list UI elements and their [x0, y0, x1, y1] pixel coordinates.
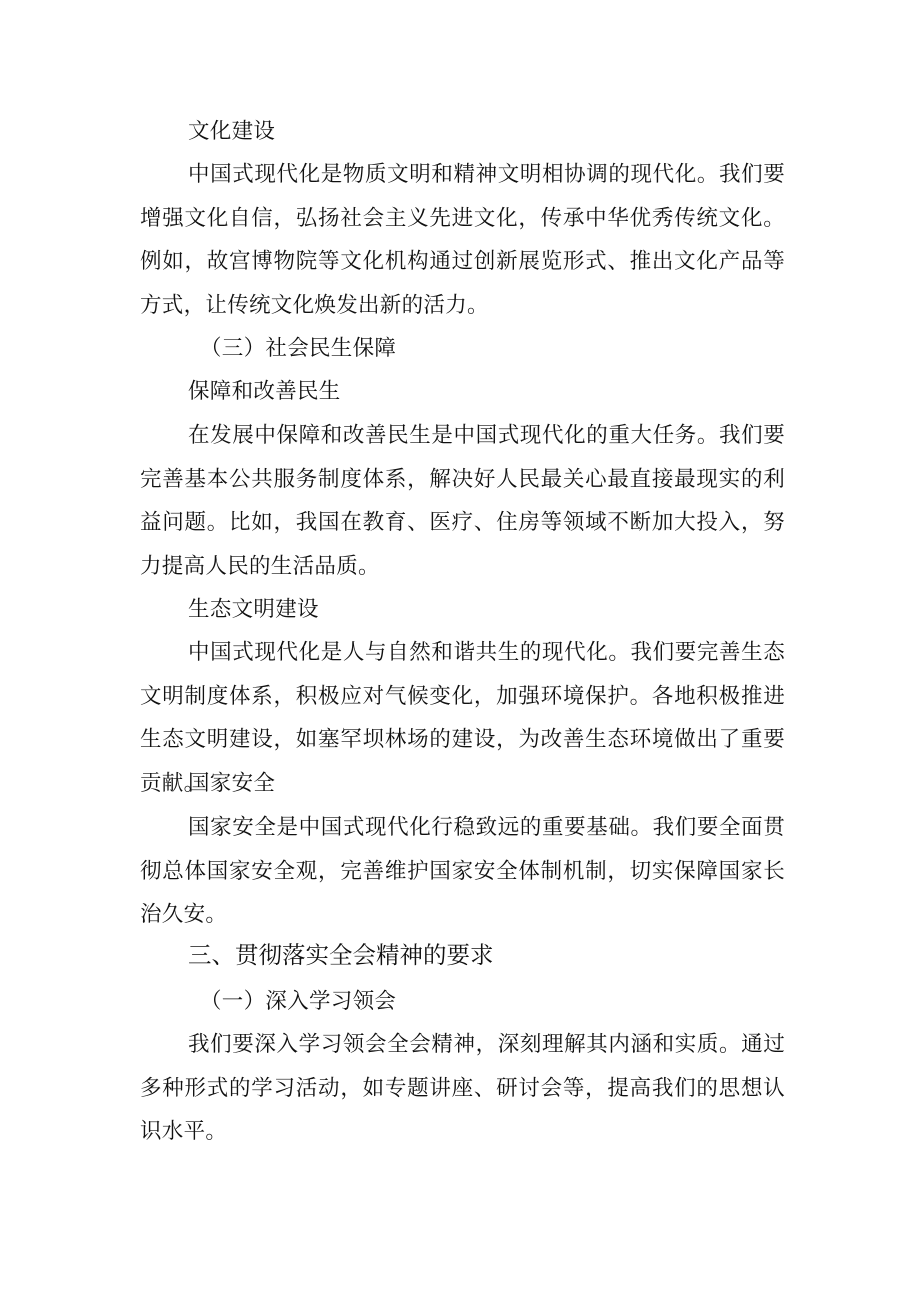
paragraph-study: 我们要深入学习领会全会精神，深刻理解其内涵和实质。通过多种形式的学习活动，如专题讲座、研讨会等，提高我们的思想认识水平。 [140, 1032, 785, 1144]
section-heading-culture: 文化建设 [188, 119, 276, 144]
section-heading-security: 国家安全 [188, 771, 276, 796]
subsection-heading-study: （一）深入学习领会 [200, 989, 397, 1014]
paragraph-culture: 中国式现代化是物质文明和精神文明相协调的现代化。我们要增强文化自信，弘扬社会主义先进文化，传承中华优秀传统文化。例如，故宫博物院等文化机构通过创新展览形式、推出文化产品等方式，让传统文化焕发出新的活力。 [140, 162, 785, 318]
section-heading-ecology: 生态文明建设 [188, 597, 319, 622]
paragraph-ecology: 中国式现代化是人与自然和谐共生的现代化。我们要完善生态文明制度体系，积极应对气候变化，加强环境保护。各地积极推进生态文明建设，如塞罕坝林场的建设，为改善生态环境做出了重要贡献。 [140, 640, 785, 796]
subsection-heading-livelihood: （三）社会民生保障 [200, 336, 397, 361]
paragraph-welfare: 在发展中保障和改善民生是中国式现代化的重大任务。我们要完善基本公共服务制度体系，解决好人民最关心最直接最现实的利益问题。比如，我国在教育、医疗、住房等领域不断加大投入，努力提高人民的生活品质。 [140, 423, 785, 579]
chapter-heading-requirements: 三、贯彻落实全会精神的要求 [188, 941, 494, 969]
section-heading-welfare: 保障和改善民生 [188, 379, 341, 404]
paragraph-security: 国家安全是中国式现代化行稳致远的重要基础。我们要全面贯彻总体国家安全观，完善维护国家安全体制机制，切实保障国家长治久安。 [140, 815, 785, 927]
